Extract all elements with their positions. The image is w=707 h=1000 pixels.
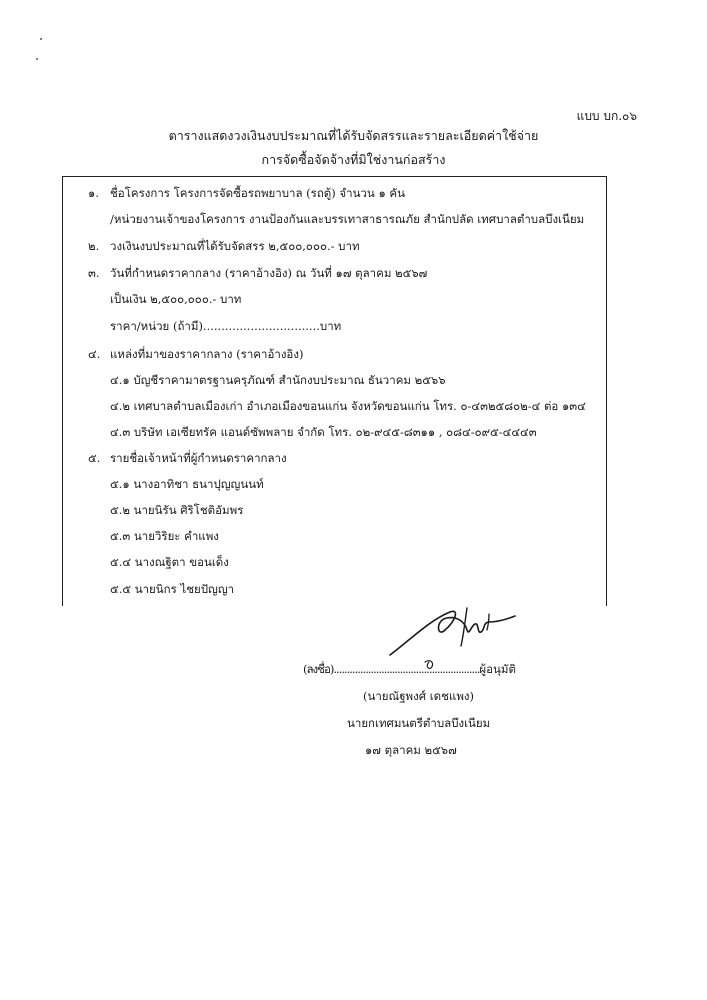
price-source-heading: แหล่งที่มาของราคากลาง (ราคาอ้างอิง) [110,347,304,361]
project-owner: /หน่วยงานเจ้าของโครงการ งานป้องกันและบรรเทาสาธารณภัย สำนักปลัด เทศบาลตำบลบึงเนียม [110,212,585,226]
document-title: ตารางแสดงวงเงินงบประมาณที่ได้รับจัดสรรและรายละเอียดค่าใช้จ่าย [168,128,539,143]
price-source-1: ๔.๑ บัญชีราคามาตรฐานครุภัณฑ์ สำนักงบประมาณ ธันวาคม ๒๕๖๖ [110,373,446,387]
official-3: ๕.๓ นายวิริยะ คำแพง [110,529,219,543]
budget-amount: วงเงินงบประมาณที่ได้รับจัดสรร ๒,๕๐๐,๐๐๐.- บาท [110,239,360,253]
official-4: ๕.๔ นางณฐิตา ขอนเด็ง [110,555,229,569]
signature-prefix: (ลงชื่อ)....................................................... [303,662,480,676]
reference-price-date: วันที่กำหนดราคากลาง (ราคาอ้างอิง) ณ วันที่ ๑๗ ตุลาคม ๒๕๖๗ [110,266,428,280]
form-code: แบบ บก.๐๖ [576,109,637,123]
official-1: ๕.๑ นางอาทิชา ธนาปุญญนนท์ [110,477,264,491]
scan-speck [40,38,42,40]
approver-label: ผู้อนุมัติ [479,662,516,676]
unit-price: ราคา/หน่วย (ถ้ามี)................................บาท [110,319,342,333]
project-name: ชื่อโครงการ โครงการจัดซื้อรถพยาบาล (รถตู้) จำนวน ๑ คัน [110,186,405,200]
official-2: ๕.๒ นายนิรัน ศิริโชติอัมพร [110,503,244,517]
officials-heading: รายชื่อเจ้าหน้าที่ผู้กำหนดราคากลาง [110,451,287,465]
item-3 [88,265,427,283]
approver-position: นายกเทศมนตรีตำบลบึงเนียม [347,716,491,730]
price-source-2: ๔.๒ เทศบาลตำบลเมืองเก่า อำเภอเมืองขอนแก่น จังหวัดขอนแก่น โทร. ๐-๔๓๒๕๘๐๒-๔ ต่อ ๑๓๔ [110,399,586,413]
price-source-3: ๔.๓ บริษัท เอเซียทรัค แอนด์ซัพพลาย จำกัด โทร. ๐๒-๙๔๕-๘๓๑๑ , ๐๘๔-๐๙๕-๔๔๔๓ [110,425,537,439]
approver-name: (นายณัฐพงศ์ เดชแพง) [363,689,475,703]
approval-date: ๑๗ ตุลาคม ๒๕๖๗ [365,743,457,757]
item-5-number: ๕. [88,451,101,465]
scan-speck [36,58,38,60]
item-2 [88,238,360,256]
item-4 [88,346,303,364]
item-2-number: ๒. [88,239,100,253]
official-5: ๕.๕ นายนิกร ไชยปัญญา [110,582,235,596]
signature-line [303,661,516,679]
document-subtitle: การจัดซื้อจัดจ้างที่มิใช่งานก่อสร้าง [261,152,446,167]
reference-price-amount: เป็นเงิน ๒,๕๐๐,๐๐๐.- บาท [110,292,242,306]
item-1 [88,185,405,203]
item-1-number: ๑. [88,186,99,200]
item-5 [88,450,287,468]
item-4-number: ๔. [88,347,101,361]
item-3-number: ๓. [88,266,100,280]
